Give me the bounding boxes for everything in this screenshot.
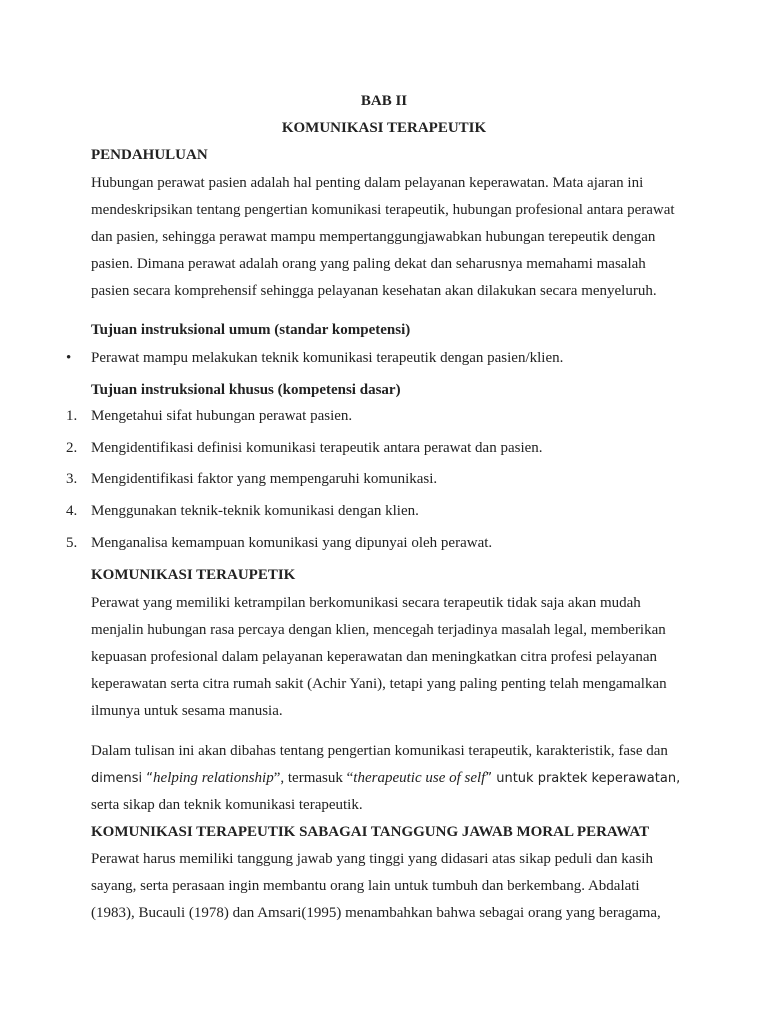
list-item bbox=[0, 535, 768, 555]
section-heading-komunikasi: KOMUNIKASI TERAUPETIK bbox=[91, 567, 296, 583]
paragraph-line: menjalin hubungan rasa percaya dengan klien, mencegah terjadinya masalah legal, memberikan bbox=[91, 622, 666, 638]
list-item-text: Menganalisa kemampuan komunikasi yang dipunyai oleh perawat. bbox=[91, 535, 493, 551]
list-item-text: Mengetahui sifat hubungan perawat pasien. bbox=[91, 408, 353, 424]
paragraph-line: mendeskripsikan tentang pengertian komunikasi terapeutik, hubungan profesional antara perawat bbox=[91, 202, 675, 218]
paragraph-line: pasien. Dimana perawat adalah orang yang paling dekat dan seharusnya memahami masalah bbox=[91, 256, 646, 272]
paragraph-line: pasien secara komprehensif sehingga pelayanan kesehatan akan dilakukan secara menyeluruh. bbox=[91, 283, 657, 299]
list-number: 5. bbox=[66, 535, 78, 551]
paragraph-line: sayang, serta perasaan ingin membantu orang lain untuk tumbuh dan berkembang. Abdalati bbox=[91, 878, 640, 894]
paragraph-komunikasi bbox=[91, 590, 691, 725]
paragraph-line: (1983), Bucauli (1978) dan Amsari(1995) menambahkan bahwa sebagai orang yang beragama, bbox=[91, 905, 661, 921]
list-item-text: Menggunakan teknik-teknik komunikasi dengan klien. bbox=[91, 503, 419, 519]
list-number: 3. bbox=[66, 471, 78, 487]
italic-term: therapeutic use of self bbox=[353, 770, 486, 786]
paragraph-pendahuluan bbox=[91, 170, 691, 305]
list-item-text: Perawat mampu melakukan teknik komunikasi terapeutik dengan pasien/klien. bbox=[91, 350, 564, 366]
paragraph-line: serta sikap dan teknik komunikasi terapeutik. bbox=[91, 797, 363, 813]
list-item bbox=[0, 350, 768, 370]
section-heading-tiu: Tujuan instruksional umum (standar kompetensi) bbox=[91, 322, 411, 338]
list-number: 2. bbox=[66, 440, 78, 456]
paragraph-komunikasi-2 bbox=[91, 738, 691, 819]
paragraph-line: Hubungan perawat pasien adalah hal penting dalam pelayanan keperawatan. Mata ajaran ini bbox=[91, 175, 644, 191]
section-heading-moral: KOMUNIKASI TERAPEUTIK SABAGAI TANGGUNG JAWAB MORAL PERAWAT bbox=[91, 824, 650, 840]
paragraph-line: Perawat yang memiliki ketrampilan berkomunikasi secara terapeutik tidak saja akan mudah bbox=[91, 595, 641, 611]
list-number: 4. bbox=[66, 503, 78, 519]
text-run: ”, termasuk “ bbox=[273, 770, 354, 786]
chapter-label: BAB II bbox=[360, 93, 408, 109]
paragraph-line: Dalam tulisan ini akan dibahas tentang pengertian komunikasi terapeutik, karakteristik, fase dan bbox=[91, 743, 668, 759]
paragraph-line: Perawat harus memiliki tanggung jawab yang tinggi yang didasari atas sikap peduli dan kasih bbox=[91, 851, 653, 867]
bullet-marker: • bbox=[66, 350, 72, 366]
text-run: ” untuk praktek keperawatan, bbox=[485, 771, 681, 786]
paragraph-moral bbox=[91, 846, 691, 927]
italic-term: helping relationship bbox=[153, 770, 274, 786]
paragraph-line: kepuasan profesional dalam pelayanan keperawatan dan meningkatkan citra profesi pelayanan bbox=[91, 649, 658, 665]
list-number: 1. bbox=[66, 408, 78, 424]
list-item bbox=[0, 503, 768, 523]
text-run: dimensi “ bbox=[91, 771, 154, 786]
paragraph-line bbox=[91, 765, 691, 792]
list-item bbox=[0, 440, 768, 460]
chapter-title: KOMUNIKASI TERAPEUTIK bbox=[281, 120, 487, 136]
paragraph-line: keperawatan serta citra rumah sakit (Achir Yani), tetapi yang paling penting telah mengamalkan bbox=[91, 676, 667, 692]
paragraph-line: ilmunya untuk sesama manusia. bbox=[91, 703, 283, 719]
list-item bbox=[0, 471, 768, 491]
section-heading-pendahuluan: PENDAHULUAN bbox=[91, 147, 208, 163]
paragraph-line: dan pasien, sehingga perawat mampu mempertanggungjawabkan hubungan terepeutik dengan bbox=[91, 229, 656, 245]
list-item-text: Mengidentifikasi definisi komunikasi terapeutik antara perawat dan pasien. bbox=[91, 440, 543, 456]
section-heading-tik: Tujuan instruksional khusus (kompetensi dasar) bbox=[91, 382, 401, 398]
list-item-text: Mengidentifikasi faktor yang mempengaruhi komunikasi. bbox=[91, 471, 438, 487]
list-item bbox=[0, 408, 768, 428]
